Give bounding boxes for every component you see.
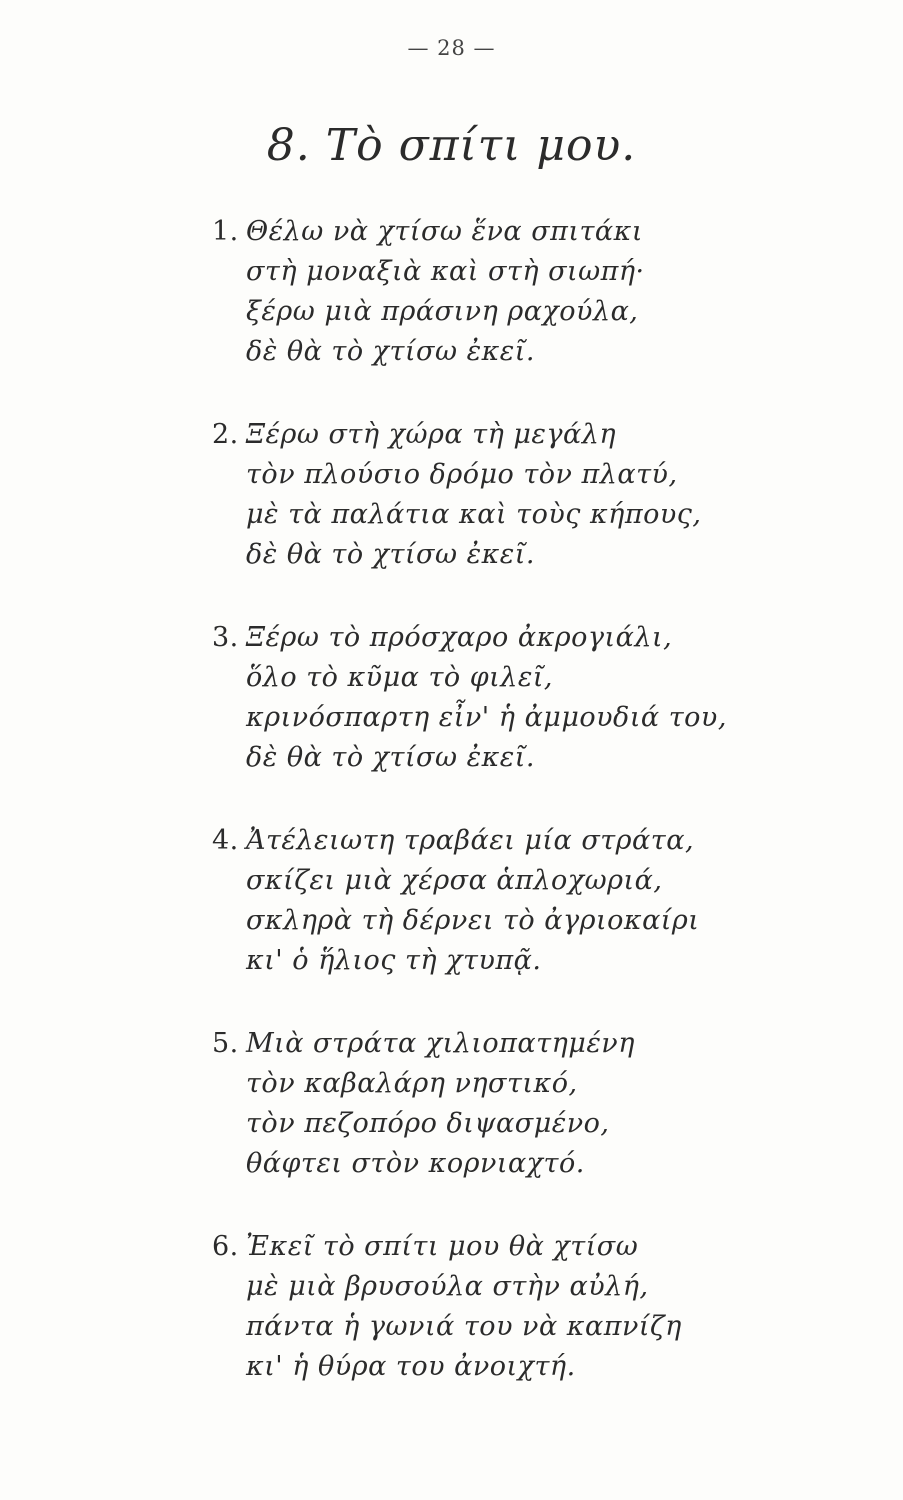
stanza-line: ὅλο τὸ κῦμα τὸ φιλεῖ, [246,662,553,693]
stanza-line: δὲ θὰ τὸ χτίσω ἐκεῖ. [246,336,535,367]
stanza-number: 2. [212,419,239,450]
stanza-line: μὲ μιὰ βρυσούλα στὴν αὐλή, [246,1271,649,1302]
stanza-line: δὲ θὰ τὸ χτίσω ἐκεῖ. [246,742,535,773]
stanza-line: τὸν πλούσιο δρόμο τὸν πλατύ, [246,459,678,490]
line-text: Ἀτέλειωτη τραβάει μία στράτα, [246,825,695,856]
stanza-line: σκληρὰ τὴ δέρνει τὸ ἀγριοκαίρι [246,905,700,936]
stanza-3 [212,618,812,778]
stanza-line: κι' ὁ ἥλιος τὴ χτυπᾷ. [246,945,542,976]
stanza-6 [212,1227,812,1387]
stanza-line: κρινόσπαρτη εἶν' ἡ ἀμμουδιά του, [246,702,727,733]
stanza-line [212,1227,812,1267]
stanza-5 [212,1024,812,1184]
poem-body [212,212,812,1430]
stanza-line: πάντα ἡ γωνιά του νὰ καπνίζη [246,1311,682,1342]
stanza-line [212,618,812,658]
stanza-number: 3. [212,622,239,653]
stanza-line: τὸν πεζοπόρο διψασμένο, [246,1108,610,1139]
page-number: — 28 — [407,36,496,60]
line-text: Θέλω νὰ χτίσω ἕνα σπιτάκι [246,216,643,247]
stanza-2 [212,415,812,575]
stanza-1 [212,212,812,372]
line-text: Ξέρω τὸ πρόσχαρο ἀκρογιάλι, [246,622,673,653]
stanza-line: στὴ μοναξιὰ καὶ στὴ σιωπή· [246,256,645,287]
stanza-line: μὲ τὰ παλάτια καὶ τοὺς κήπους, [246,499,702,530]
stanza-line: τὸν καβαλάρη νηστικό, [246,1068,578,1099]
stanza-line: θάφτει στὸν κορνιαχτό. [246,1148,585,1179]
stanza-4 [212,821,812,981]
stanza-number: 4. [212,825,239,856]
stanza-number: 6. [212,1231,239,1262]
stanza-number: 1. [212,216,239,247]
line-text: Ἐκεῖ τὸ σπίτι μου θὰ χτίσω [246,1231,639,1262]
stanza-line [212,821,812,861]
stanza-line: ξέρω μιὰ πράσινη ραχούλα, [246,296,639,327]
stanza-line: δὲ θὰ τὸ χτίσω ἐκεῖ. [246,539,535,570]
poem-title: 8. Τὸ σπίτι μου. [266,120,637,171]
stanza-line [212,415,812,455]
stanza-line: σκίζει μιὰ χέρσα ἁπλοχωριά, [246,865,663,896]
stanza-number: 5. [212,1028,239,1059]
stanza-line: κι' ἡ θύρα του ἀνοιχτή. [246,1351,576,1382]
line-text: Μιὰ στράτα χιλιοπατημένη [246,1028,635,1059]
line-text: Ξέρω στὴ χώρα τὴ μεγάλη [246,419,617,450]
stanza-line [212,1024,812,1064]
stanza-line [212,212,812,252]
